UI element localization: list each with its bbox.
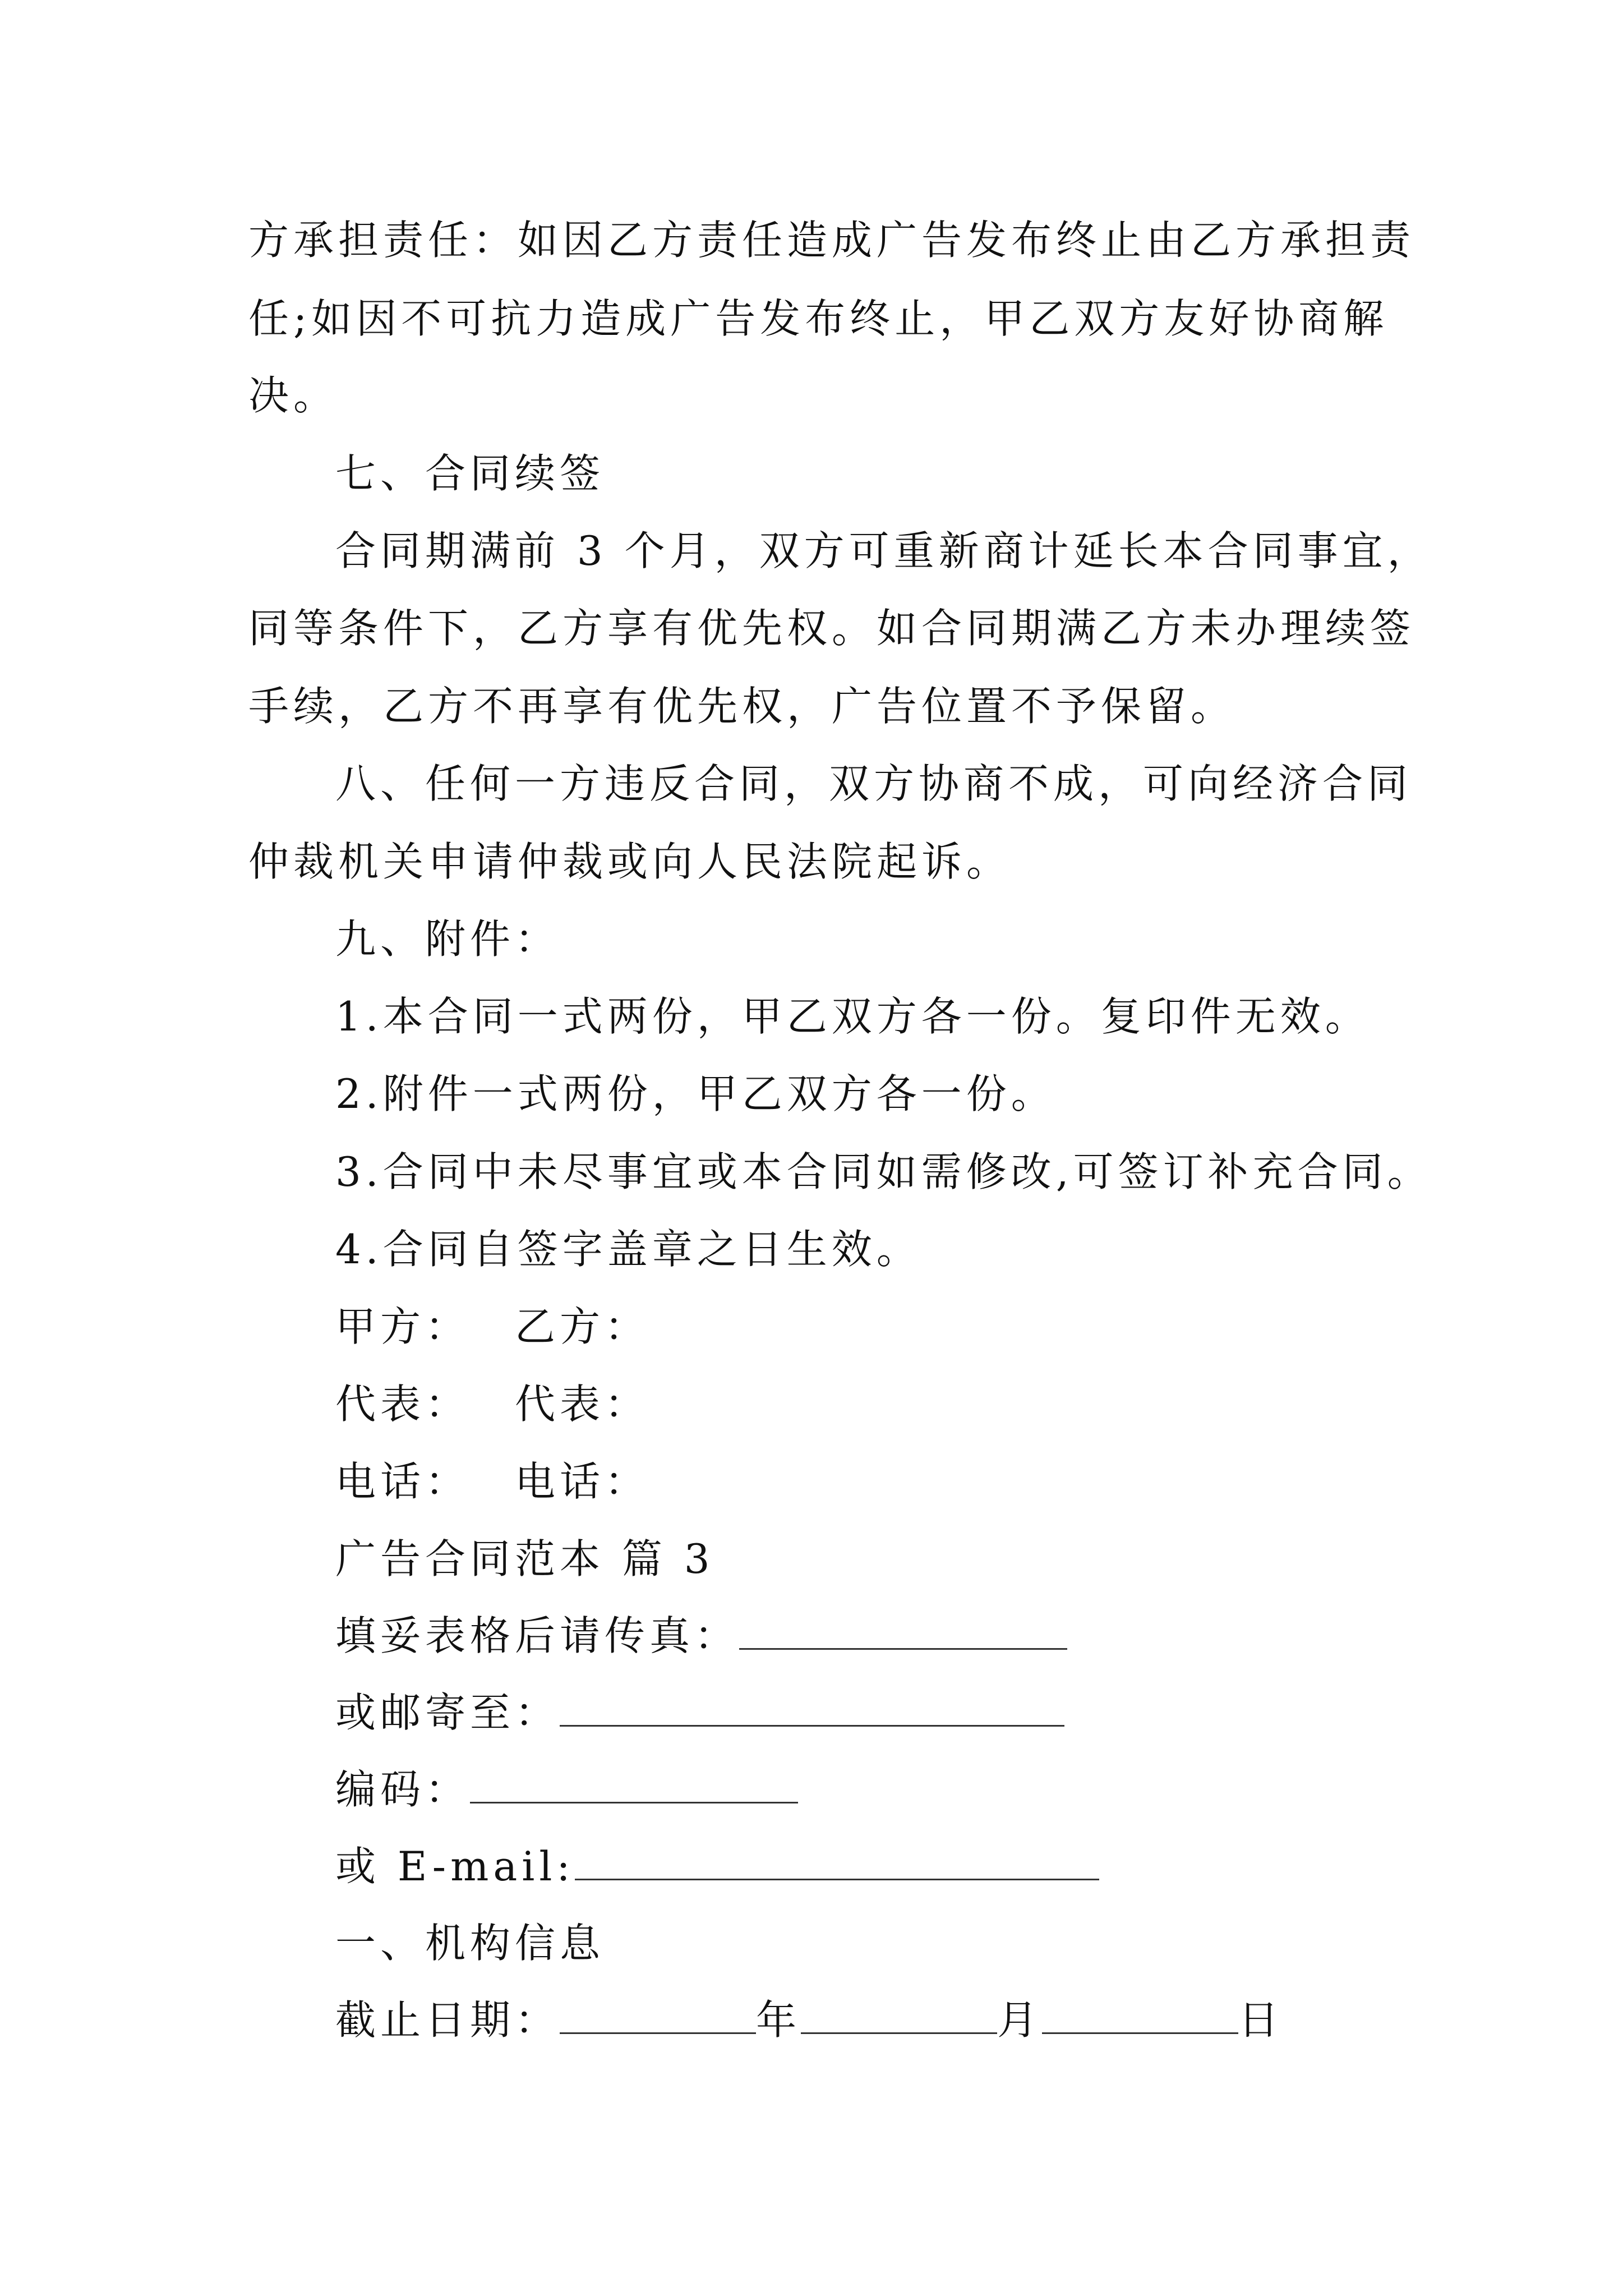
deadline-row [335,1992,1283,2048]
attachment-item-1: 1.本合同一式两份，甲乙双方各一份。复印件无效。 [335,993,1370,1040]
paragraph-line-9: 仲裁机关申请仲裁或向人民法院起诉。 [248,838,1012,885]
phone-a-label: 电话： [335,1458,471,1505]
attachment-item-4: 4.合同自签字盖章之日生效。 [335,1226,921,1273]
signature-representative-row [335,1376,649,1432]
paragraph-line-5: 合同期满前 3 个月，双方可重新商计延长本合同事宜， [335,527,1432,574]
fax-row [335,1608,1067,1664]
fax-blank[interactable] [739,1608,1067,1650]
section-heading-breach: 八、任何一方违反合同，双方协商不成，可向经济合同 [335,760,1413,807]
paragraph-line-3: 决。 [248,372,339,419]
rep-b-label: 代表： [515,1381,650,1428]
signature-phone-row [335,1453,649,1510]
section-heading-attachments: 九、附件： [335,915,560,963]
rep-a-label: 代表： [335,1381,471,1428]
phone-b-label: 电话： [515,1458,650,1505]
attachment-item-3: 3.合同中未尽事宜或本合同如需修改,可签订补充合同。 [335,1148,1432,1195]
fax-label: 填妥表格后请传真： [335,1612,740,1659]
year-blank[interactable] [560,1992,756,2034]
section-title: 广告合同范本 篇 3 [335,1535,714,1582]
party-a-label: 甲方： [335,1303,471,1350]
email-label: 或 E-mail: [335,1843,575,1890]
signature-party-row [335,1299,649,1355]
deadline-label: 截止日期： [335,1996,560,2044]
day-label: 日 [1238,1996,1284,2044]
code-blank[interactable] [470,1761,798,1803]
paragraph-line-2: 任;如因不可抗力造成广告发布终止，甲乙双方友好协商解 [248,295,1389,342]
paragraph-line-6: 同等条件下，乙方享有优先权。如合同期满乙方未办理续签 [248,605,1415,652]
section-heading-renewal: 七、合同续签 [335,450,605,497]
month-blank[interactable] [801,1992,997,2034]
paragraph-line-7: 手续，乙方不再享有优先权，广告位置不予保留。 [248,683,1236,730]
day-blank[interactable] [1042,1992,1238,2034]
email-row [335,1838,1099,1894]
month-label: 月 [997,1996,1043,2044]
code-label: 编码： [335,1766,471,1813]
org-info-heading: 一、机构信息 [335,1920,605,1967]
code-row [335,1761,798,1818]
mail-blank[interactable] [560,1685,1064,1727]
email-blank[interactable] [575,1838,1099,1880]
mail-label: 或邮寄至： [335,1689,560,1736]
attachment-item-2: 2.附件一式两份，甲乙双方各一份。 [335,1070,1056,1117]
paragraph-line-1: 方承担责任：如因乙方责任造成广告发布终止由乙方承担责 [248,217,1415,264]
year-label: 年 [756,1996,801,2044]
mail-row [335,1685,1064,1741]
party-b-label: 乙方： [515,1303,650,1350]
